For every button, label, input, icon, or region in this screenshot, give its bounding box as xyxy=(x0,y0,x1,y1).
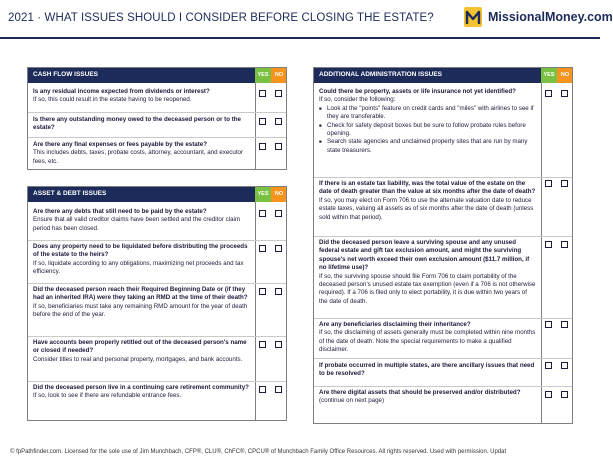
item-question: Does any property need to be liquidated before distributing the proceeds of the estate to the heirs? xyxy=(33,243,248,259)
panel-title: CASH FLOW ISSUES xyxy=(33,71,99,78)
checklist-item xyxy=(313,88,573,178)
no-checkbox[interactable] xyxy=(561,180,568,187)
yes-checkbox[interactable] xyxy=(259,143,266,150)
item-question: Are there digital assets that should be preserved and/or distributed? xyxy=(319,389,521,396)
checklist-item xyxy=(313,389,573,421)
copyright-footer: © fpPathfinder.com. Licensed for the sole use of Jim Munchbach, CFP®, CLU®, ChFC®, CPCU® of Munchbach Family Office Resources. All rights reserved. Used with permission. Updat xyxy=(10,449,507,455)
checklist-item xyxy=(313,239,573,317)
checklist-item xyxy=(27,115,287,139)
panel-heading xyxy=(27,67,287,83)
bullet-list xyxy=(319,105,537,155)
page-title: 2021 · WHAT ISSUES SHOULD I CONSIDER BEFORE CLOSING THE ESTATE? xyxy=(8,12,434,24)
no-column-header: NO xyxy=(557,67,573,83)
no-checkbox[interactable] xyxy=(275,386,282,393)
continue-note: (continue on next page) xyxy=(319,397,385,405)
yes-checkbox[interactable] xyxy=(545,90,552,97)
asset-debt-panel xyxy=(27,186,287,421)
cash-flow-panel xyxy=(27,67,287,170)
yes-checkbox[interactable] xyxy=(259,245,266,252)
yes-checkbox[interactable] xyxy=(259,341,266,348)
logo-mark-icon xyxy=(462,5,486,31)
additional-admin-panel xyxy=(313,67,573,424)
item-question: Did the deceased person reach their Required Beginning Date or (if they had an inherited IRA) were they taking an RMD at the time of their death? xyxy=(33,286,248,302)
yes-checkbox[interactable] xyxy=(259,210,266,217)
checklist-item xyxy=(27,339,287,381)
no-checkbox[interactable] xyxy=(561,362,568,369)
yes-column-header: YES xyxy=(255,67,271,83)
item-question: Did the deceased person live in a continuing care retirement community? xyxy=(33,384,249,391)
item-answer: If so, you may elect on Form 706 to use the alternate valuation date to reduce estate taxes, valuing all assets as of six months after the date of death (unless sold within that period). xyxy=(319,196,534,221)
no-checkbox[interactable] xyxy=(561,241,568,248)
yes-checkbox[interactable] xyxy=(545,391,552,398)
no-checkbox[interactable] xyxy=(275,245,282,252)
checklist-item xyxy=(313,362,573,386)
checklist-item xyxy=(27,384,287,418)
panel-heading xyxy=(313,67,573,83)
item-question: Is any residual income expected from dividends or interest? xyxy=(33,88,210,95)
yes-column-header: YES xyxy=(541,67,557,83)
checklist-item xyxy=(27,87,287,111)
item-answer: If so, beneficiaries must take any remaining RMD amount for the year of death before the end of the year. xyxy=(33,302,248,319)
item-answer: If so, the surviving spouse should file Form 706 to claim portability of the deceased person's unused estate tax exemption (even if a 706 is not otherwise required). If a 706 is filed only to elect portability, it is due within two years of the date of death. xyxy=(319,272,536,305)
header-divider xyxy=(0,37,600,39)
yes-checkbox[interactable] xyxy=(545,180,552,187)
item-question: Could there be property, assets or life insurance not yet identified? xyxy=(319,88,516,95)
no-checkbox[interactable] xyxy=(561,90,568,97)
item-question: Are there any debts that still need to be paid by the estate? xyxy=(33,208,207,215)
no-checkbox[interactable] xyxy=(275,288,282,295)
item-question: Are any beneficiaries disclaiming their inheritance? xyxy=(319,321,471,328)
item-answer: If so, look to see if there are refundable entrance fees. xyxy=(33,392,182,400)
checklist-item xyxy=(313,321,573,357)
item-question: Did the deceased person leave a surviving spouse and any unused federal estate and gift tax exclusion amount, and might the surviving spouse's net worth exceed their own exclusion amount ($11.7 million, if no lifetime use)? xyxy=(319,239,530,272)
no-checkbox[interactable] xyxy=(275,341,282,348)
item-answer: If so, liquidate according to any obligations, maximizing net proceeds and tax efficiency. xyxy=(33,259,244,276)
checklist-item xyxy=(27,208,287,240)
item-answer: If so, this could result in the estate having to be reopened. xyxy=(33,96,192,104)
item-question: If there is an estate tax liability, was the total value of the estate on the date of death greater than the value at six months after the date of death? xyxy=(319,180,536,196)
bullet-item: ■ Search state agencies and unclaimed property sites that are run by many state treasurers. xyxy=(319,138,537,155)
bullet-item: ■ Check for safety deposit boxes but be sure to follow probate rules before opening. xyxy=(319,122,537,139)
panel-title: ASSET & DEBT ISSUES xyxy=(33,190,107,197)
checklist-item xyxy=(27,286,287,336)
checklist-item xyxy=(27,140,287,168)
item-answer: Consider titles to real and personal property, mortgages, and bank accounts. xyxy=(33,355,243,363)
item-answer: Ensure that all valid creditor claims have been settled and the creditor claim period has been closed. xyxy=(33,216,241,232)
item-answer: This includes debts, taxes, probate costs, attorney, accountant, and executor fees, etc. xyxy=(33,149,244,165)
item-answer: If so, the disclaiming of assets generally must be completed within nine months of the date of death. Note the special requirements to make a qualified disclaimer. xyxy=(319,329,536,354)
no-checkbox[interactable] xyxy=(561,391,568,398)
no-column-header: NO xyxy=(271,67,287,83)
no-checkbox[interactable] xyxy=(561,321,568,328)
panel-title: ADDITIONAL ADMINISTRATION ISSUES xyxy=(319,71,443,78)
no-checkbox[interactable] xyxy=(275,118,282,125)
panel-heading xyxy=(27,186,287,202)
yes-checkbox[interactable] xyxy=(259,90,266,97)
item-question: If probate occurred in multiple states, are there ancillary issues that need to be resolved? xyxy=(319,362,535,378)
yes-checkbox[interactable] xyxy=(545,241,552,248)
checklist-item xyxy=(313,180,573,236)
page-header xyxy=(0,0,613,38)
checklist-item xyxy=(27,243,287,285)
item-answer: If so, consider the following: xyxy=(319,96,396,104)
missional-money-logo[interactable] xyxy=(462,3,613,33)
no-column-header: NO xyxy=(271,186,287,202)
yes-checkbox[interactable] xyxy=(545,321,552,328)
bullet-item: ■ Look at the "points" feature on credit cards and "miles" with airlines to see if they are transferable. xyxy=(319,105,537,122)
yes-checkbox[interactable] xyxy=(545,362,552,369)
no-checkbox[interactable] xyxy=(275,143,282,150)
yes-column-header: YES xyxy=(255,186,271,202)
no-checkbox[interactable] xyxy=(275,90,282,97)
item-question: Have accounts been properly retitled out of the deceased person's name or closed if needed? xyxy=(33,339,247,355)
item-question: Is there any outstanding money owed to the deceased person or to the estate? xyxy=(33,116,242,132)
item-question: Are there any final expenses or fees payable by the estate? xyxy=(33,141,208,148)
yes-checkbox[interactable] xyxy=(259,386,266,393)
yes-checkbox[interactable] xyxy=(259,118,266,125)
no-checkbox[interactable] xyxy=(275,210,282,217)
logo-text: MissionalMoney.com xyxy=(488,10,613,24)
yes-checkbox[interactable] xyxy=(259,288,266,295)
